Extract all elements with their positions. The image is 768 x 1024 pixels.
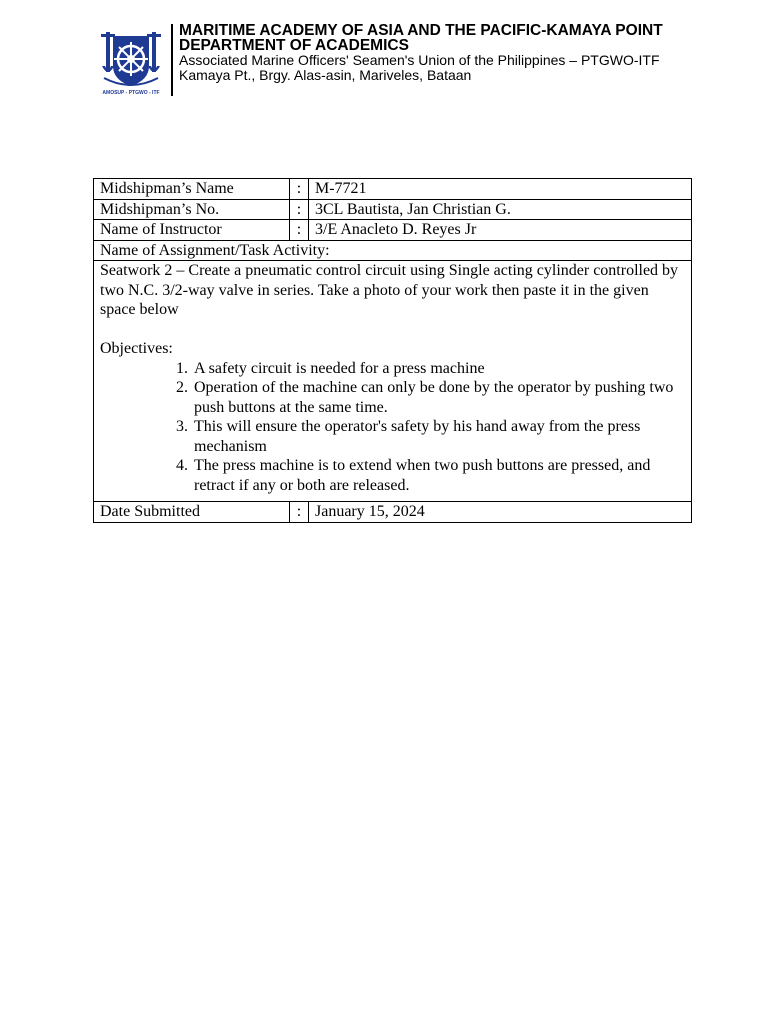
colon: : [290, 502, 309, 523]
name-value: M-7721 [309, 179, 692, 200]
task-description-cell [94, 261, 692, 502]
number-label: Midshipman’s No. [94, 199, 290, 220]
table-row [94, 502, 692, 523]
instructor-value: 3/E Anacleto D. Reyes Jr [309, 220, 692, 241]
union-name: Associated Marine Officers' Seamen's Union of the Philippines – PTGWO-ITF [179, 52, 660, 68]
header-divider [171, 24, 173, 96]
objectives-title: Objectives: [100, 340, 173, 357]
colon: : [290, 199, 309, 220]
name-label: Midshipman’s Name [94, 179, 290, 200]
list-item: 1. A safety circuit is needed for a press machine [192, 359, 685, 379]
list-item: 4. The press machine is to extend when two push buttons are pressed, and retract if any or both are released. [192, 456, 685, 495]
list-item: 2. Operation of the machine can only be done by the operator by pushing two push buttons at the same time. [192, 378, 685, 417]
assignment-form-table [93, 178, 692, 523]
task-text: Seatwork 2 – Create a pneumatic control circuit using Single acting cylinder controlled by two N.C. 3/2-way valve in series. Take a photo of your work then paste it in the given space below [100, 262, 679, 318]
department-name: DEPARTMENT OF ACADEMICS [179, 37, 409, 54]
logo-caption: AMOSUP - PTGWO - ITF [102, 90, 160, 96]
table-row [94, 179, 692, 200]
letterhead [179, 23, 663, 83]
table-row [94, 199, 692, 220]
table-row [94, 261, 692, 502]
address: Kamaya Pt., Brgy. Alas-asin, Mariveles, Bataan [179, 67, 472, 83]
colon: : [290, 179, 309, 200]
number-value: 3CL Bautista, Jan Christian G. [309, 199, 692, 220]
assignment-label: Name of Assignment/Task Activity: [94, 240, 692, 261]
list-item: 3. This will ensure the operator's safety by his hand away from the press mechanism [192, 417, 685, 456]
objectives-list [100, 359, 685, 496]
table-row [94, 240, 692, 261]
institution-name: MARITIME ACADEMY OF ASIA AND THE PACIFIC-KAMAYA POINT [179, 22, 663, 39]
school-logo-icon [100, 26, 162, 96]
date-value: January 15, 2024 [309, 502, 692, 523]
table-row [94, 220, 692, 241]
date-label: Date Submitted [94, 502, 290, 523]
instructor-label: Name of Instructor [94, 220, 290, 241]
colon: : [290, 220, 309, 241]
